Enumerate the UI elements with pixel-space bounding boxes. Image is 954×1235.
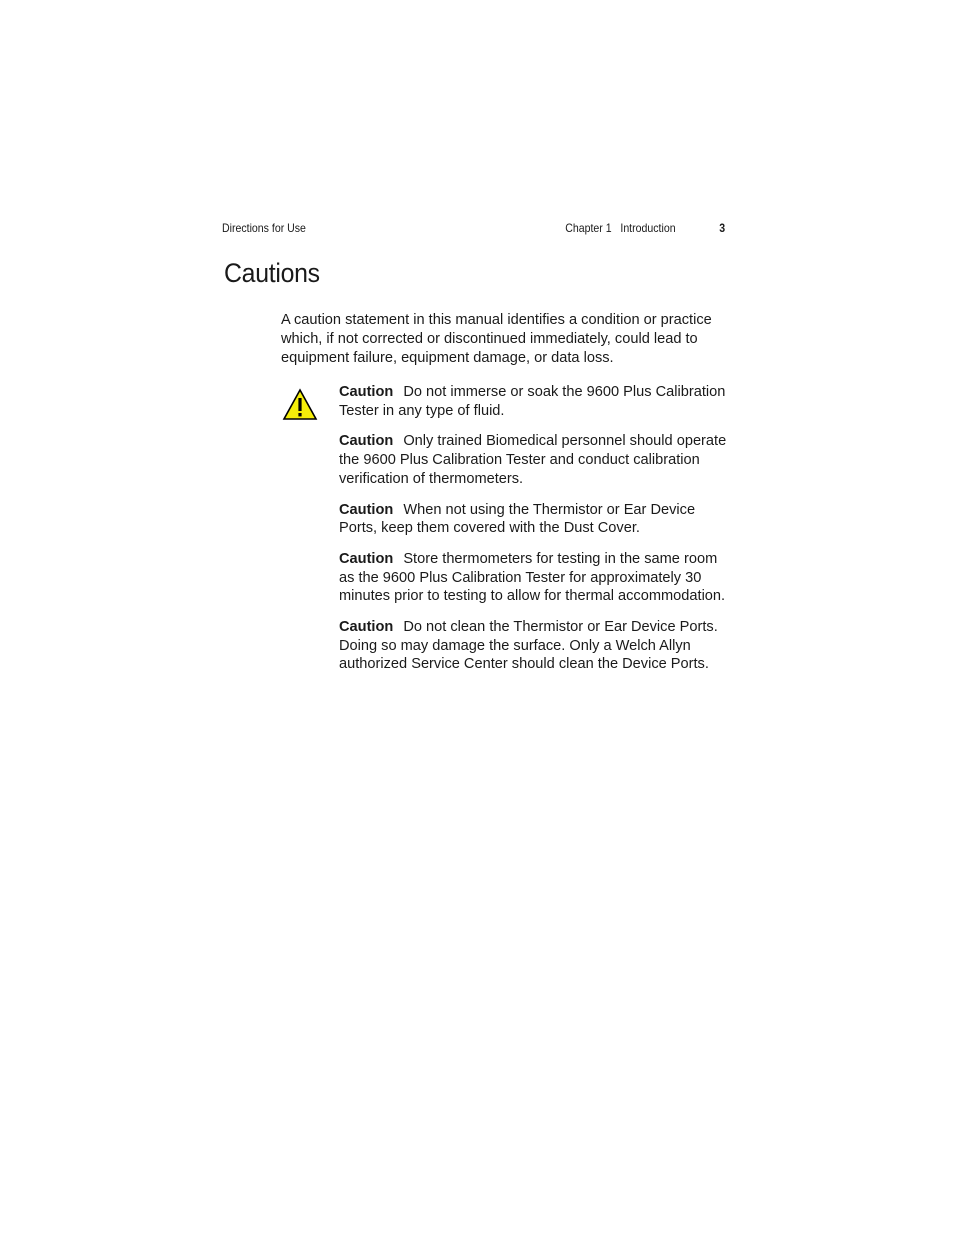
header-document-title: Directions for Use <box>222 221 306 235</box>
running-header <box>222 221 726 239</box>
caution-item <box>339 383 735 420</box>
caution-text: Store thermometers for testing in the same room as the 9600 Plus Calibration Tester for approximately 30 minutes prior to testing to allow for thermal accommodation. <box>339 550 726 605</box>
intro-paragraph: A caution statement in this manual identifies a condition or practice which, if not corrected or discontinued immediately, could lead to equipment failure, equipment damage, or data loss. <box>281 312 712 366</box>
header-chapter-title: Introduction <box>620 221 676 235</box>
caution-label: Caution <box>339 433 394 450</box>
header-chapter <box>565 221 675 235</box>
header-chapter-label: Chapter 1 <box>565 221 612 235</box>
caution-list <box>339 383 735 686</box>
caution-item <box>339 550 735 606</box>
caution-text: Only trained Biomedical personnel should operate the 9600 Plus Calibration Tester and conduct calibration verification of thermometers. <box>339 433 727 487</box>
caution-label: Caution <box>339 619 394 636</box>
caution-label: Caution <box>339 550 394 567</box>
caution-triangle-icon <box>282 388 318 421</box>
caution-text: Do not clean the Thermistor or Ear Device Ports. Doing so may damage the surface. Only a Welch Allyn authorized Service Center should clean the Device Ports. <box>339 619 718 673</box>
caution-item <box>339 432 735 488</box>
caution-label: Caution <box>339 384 394 400</box>
caution-label: Caution <box>339 501 394 518</box>
caution-text: Do not immerse or soak the 9600 Plus Calibration Tester in any type of fluid. <box>339 384 726 419</box>
page-title: Cautions <box>224 258 320 288</box>
page-number: 3 <box>719 221 726 235</box>
caution-text: When not using the Thermistor or Ear Device Ports, keep them covered with the Dust Cover. <box>339 501 696 537</box>
caution-item <box>339 501 735 538</box>
caution-item <box>339 618 735 674</box>
